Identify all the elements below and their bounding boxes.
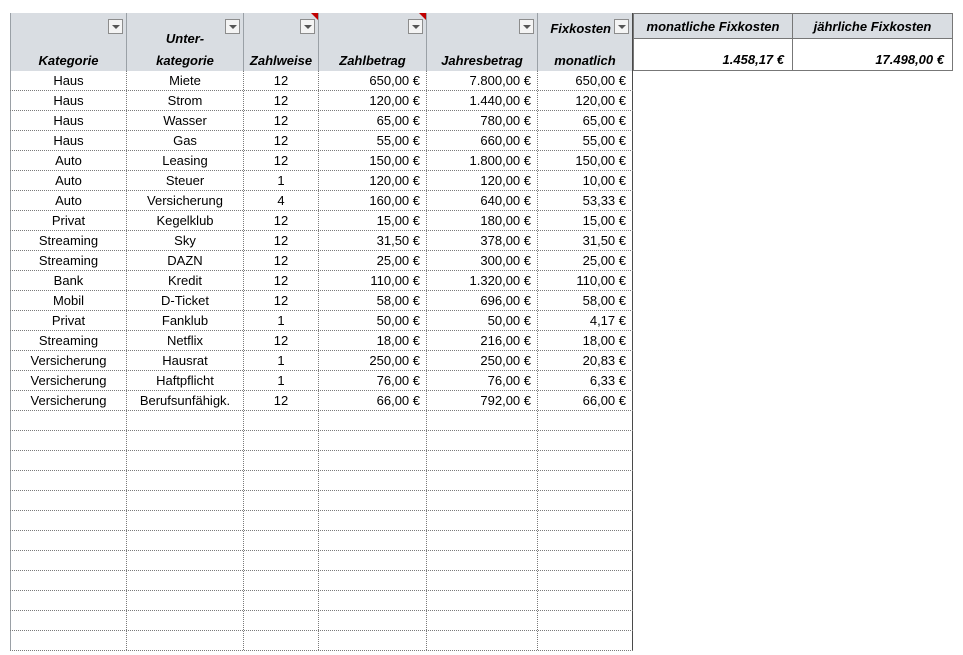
cell-kategorie[interactable]: Versicherung xyxy=(10,371,127,390)
cell-fixkosten-monatlich[interactable] xyxy=(538,431,633,450)
cell-kategorie[interactable]: Haus xyxy=(10,91,127,110)
chevron-down-icon[interactable] xyxy=(408,19,423,34)
cell-unterkategorie[interactable] xyxy=(127,571,244,590)
cell-fixkosten-monatlich[interactable] xyxy=(538,551,633,570)
chevron-down-icon[interactable] xyxy=(108,19,123,34)
cell-unterkategorie[interactable] xyxy=(127,531,244,550)
cell-zahlweise[interactable]: 12 xyxy=(244,271,319,290)
cell-kategorie[interactable] xyxy=(10,431,127,450)
cell-zahlweise[interactable] xyxy=(244,631,319,650)
table-row xyxy=(10,171,633,191)
cell-zahlbetrag[interactable] xyxy=(319,411,427,430)
cell-zahlbetrag[interactable]: 160,00 € xyxy=(319,191,427,210)
cell-fixkosten-monatlich[interactable]: 110,00 € xyxy=(538,271,633,290)
cell-unterkategorie[interactable]: Berufsunfähigk. xyxy=(127,391,244,410)
table-row xyxy=(10,571,633,591)
cell-fixkosten-monatlich[interactable]: 20,83 € xyxy=(538,351,633,370)
cell-jahresbetrag[interactable] xyxy=(427,631,538,650)
cell-kategorie[interactable]: Privat xyxy=(10,311,127,330)
table-row xyxy=(10,471,633,491)
cell-zahlbetrag[interactable] xyxy=(319,431,427,450)
cell-zahlbetrag[interactable]: 76,00 € xyxy=(319,371,427,390)
summary-yearly-header[interactable]: jährliche Fixkosten xyxy=(792,13,953,39)
cell-fixkosten-monatlich[interactable] xyxy=(538,471,633,490)
table-row xyxy=(10,211,633,231)
table-row xyxy=(10,631,633,651)
header-zahlweise[interactable] xyxy=(244,13,319,71)
cell-unterkategorie[interactable]: Kegelklub xyxy=(127,211,244,230)
header-fixkosten-line1: Fixkosten xyxy=(550,21,611,36)
table-row xyxy=(10,431,633,451)
header-zahlweise-label: Zahlweise xyxy=(249,53,313,68)
table-row xyxy=(10,191,633,211)
cell-zahlweise[interactable] xyxy=(244,571,319,590)
header-kategorie[interactable] xyxy=(10,13,127,71)
cell-jahresbetrag[interactable] xyxy=(427,431,538,450)
cell-fixkosten-monatlich[interactable]: 6,33 € xyxy=(538,371,633,390)
cell-jahresbetrag[interactable]: 1.440,00 € xyxy=(427,91,538,110)
cell-jahresbetrag[interactable]: 120,00 € xyxy=(427,171,538,190)
table-row xyxy=(10,351,633,371)
cell-fixkosten-monatlich[interactable]: 55,00 € xyxy=(538,131,633,150)
cell-fixkosten-monatlich[interactable]: 120,00 € xyxy=(538,91,633,110)
cell-kategorie[interactable] xyxy=(10,611,127,630)
cell-kategorie[interactable] xyxy=(10,531,127,550)
cell-jahresbetrag[interactable] xyxy=(427,611,538,630)
cell-unterkategorie[interactable] xyxy=(127,591,244,610)
cell-zahlweise[interactable] xyxy=(244,451,319,470)
cell-fixkosten-monatlich[interactable] xyxy=(538,571,633,590)
cell-jahresbetrag[interactable]: 378,00 € xyxy=(427,231,538,250)
table-row xyxy=(10,611,633,631)
cell-unterkategorie[interactable]: Haftpflicht xyxy=(127,371,244,390)
chevron-down-icon[interactable] xyxy=(300,19,315,34)
cell-zahlweise[interactable]: 12 xyxy=(244,71,319,90)
cell-zahlbetrag[interactable] xyxy=(319,611,427,630)
cell-zahlbetrag[interactable] xyxy=(319,591,427,610)
cell-jahresbetrag[interactable]: 300,00 € xyxy=(427,251,538,270)
table-row xyxy=(10,151,633,171)
header-zahlbetrag-label: Zahlbetrag xyxy=(339,53,406,68)
cell-jahresbetrag[interactable] xyxy=(427,531,538,550)
cell-zahlweise[interactable] xyxy=(244,611,319,630)
cell-kategorie[interactable] xyxy=(10,631,127,650)
cell-fixkosten-monatlich[interactable]: 25,00 € xyxy=(538,251,633,270)
cell-zahlweise[interactable] xyxy=(244,491,319,510)
cell-kategorie[interactable] xyxy=(10,551,127,570)
summary-yearly-value[interactable]: 17.498,00 € xyxy=(792,39,953,71)
cell-jahresbetrag[interactable]: 640,00 € xyxy=(427,191,538,210)
table-row xyxy=(10,391,633,411)
cell-fixkosten-monatlich[interactable]: 53,33 € xyxy=(538,191,633,210)
cell-zahlbetrag[interactable]: 25,00 € xyxy=(319,251,427,270)
cell-kategorie[interactable] xyxy=(10,451,127,470)
cell-zahlweise[interactable] xyxy=(244,431,319,450)
cell-kategorie[interactable]: Haus xyxy=(10,111,127,130)
cell-unterkategorie[interactable]: Versicherung xyxy=(127,191,244,210)
cell-unterkategorie[interactable]: Fanklub xyxy=(127,311,244,330)
cell-zahlweise[interactable] xyxy=(244,471,319,490)
data-table xyxy=(10,71,633,651)
cell-zahlweise[interactable] xyxy=(244,551,319,570)
cell-unterkategorie[interactable]: Gas xyxy=(127,131,244,150)
cell-kategorie[interactable]: Versicherung xyxy=(10,351,127,370)
cell-jahresbetrag[interactable]: 180,00 € xyxy=(427,211,538,230)
cell-kategorie[interactable]: Haus xyxy=(10,131,127,150)
cell-zahlweise[interactable]: 12 xyxy=(244,131,319,150)
cell-zahlbetrag[interactable]: 150,00 € xyxy=(319,151,427,170)
cell-unterkategorie[interactable] xyxy=(127,491,244,510)
header-kategorie-label: Kategorie xyxy=(38,53,99,68)
cell-jahresbetrag[interactable]: 696,00 € xyxy=(427,291,538,310)
cell-jahresbetrag[interactable] xyxy=(427,511,538,530)
cell-zahlweise[interactable]: 12 xyxy=(244,331,319,350)
cell-fixkosten-monatlich[interactable] xyxy=(538,511,633,530)
cell-unterkategorie[interactable]: Leasing xyxy=(127,151,244,170)
cell-fixkosten-monatlich[interactable]: 15,00 € xyxy=(538,211,633,230)
cell-kategorie[interactable]: Privat xyxy=(10,211,127,230)
cell-zahlweise[interactable]: 12 xyxy=(244,251,319,270)
cell-kategorie[interactable]: Mobil xyxy=(10,291,127,310)
cell-zahlbetrag[interactable] xyxy=(319,551,427,570)
cell-kategorie[interactable]: Versicherung xyxy=(10,391,127,410)
cell-fixkosten-monatlich[interactable]: 4,17 € xyxy=(538,311,633,330)
summary-monthly-header[interactable]: monatliche Fixkosten xyxy=(633,13,793,39)
cell-unterkategorie[interactable]: Hausrat xyxy=(127,351,244,370)
cell-zahlweise[interactable]: 12 xyxy=(244,391,319,410)
cell-jahresbetrag[interactable]: 250,00 € xyxy=(427,351,538,370)
cell-kategorie[interactable]: Haus xyxy=(10,71,127,90)
cell-jahresbetrag[interactable] xyxy=(427,451,538,470)
table-row xyxy=(10,231,633,251)
cell-unterkategorie[interactable]: Steuer xyxy=(127,171,244,190)
cell-fixkosten-monatlich[interactable]: 150,00 € xyxy=(538,151,633,170)
cell-unterkategorie[interactable]: DAZN xyxy=(127,251,244,270)
cell-unterkategorie[interactable] xyxy=(127,611,244,630)
cell-zahlbetrag[interactable]: 120,00 € xyxy=(319,171,427,190)
cell-zahlbetrag[interactable]: 55,00 € xyxy=(319,131,427,150)
cell-unterkategorie[interactable] xyxy=(127,431,244,450)
cell-kategorie[interactable]: Streaming xyxy=(10,331,127,350)
cell-zahlbetrag[interactable]: 250,00 € xyxy=(319,351,427,370)
cell-fixkosten-monatlich[interactable]: 650,00 € xyxy=(538,71,633,90)
cell-zahlweise[interactable]: 1 xyxy=(244,171,319,190)
cell-fixkosten-monatlich[interactable]: 31,50 € xyxy=(538,231,633,250)
cell-zahlweise[interactable]: 1 xyxy=(244,371,319,390)
table-row xyxy=(10,271,633,291)
cell-unterkategorie[interactable]: Sky xyxy=(127,231,244,250)
table-row xyxy=(10,451,633,471)
header-unterkategorie-line2: kategorie xyxy=(156,53,214,68)
cell-fixkosten-monatlich[interactable]: 10,00 € xyxy=(538,171,633,190)
cell-fixkosten-monatlich[interactable]: 65,00 € xyxy=(538,111,633,130)
cell-kategorie[interactable]: Streaming xyxy=(10,231,127,250)
header-unterkategorie-line1: Unter- xyxy=(165,31,205,46)
cell-zahlweise[interactable]: 12 xyxy=(244,211,319,230)
cell-jahresbetrag[interactable]: 50,00 € xyxy=(427,311,538,330)
cell-unterkategorie[interactable]: D-Ticket xyxy=(127,291,244,310)
cell-fixkosten-monatlich[interactable]: 58,00 € xyxy=(538,291,633,310)
table-row xyxy=(10,551,633,571)
comment-indicator-icon xyxy=(311,13,318,20)
table-row xyxy=(10,131,633,151)
cell-zahlweise[interactable]: 4 xyxy=(244,191,319,210)
cell-jahresbetrag[interactable]: 7.800,00 € xyxy=(427,71,538,90)
cell-fixkosten-monatlich[interactable] xyxy=(538,491,633,510)
cell-fixkosten-monatlich[interactable] xyxy=(538,451,633,470)
cell-fixkosten-monatlich[interactable]: 18,00 € xyxy=(538,331,633,350)
cell-unterkategorie[interactable] xyxy=(127,511,244,530)
table-row xyxy=(10,411,633,431)
cell-zahlweise[interactable] xyxy=(244,411,319,430)
cell-fixkosten-monatlich[interactable]: 66,00 € xyxy=(538,391,633,410)
cell-unterkategorie[interactable] xyxy=(127,451,244,470)
cell-zahlbetrag[interactable]: 120,00 € xyxy=(319,91,427,110)
cell-zahlbetrag[interactable] xyxy=(319,531,427,550)
cell-zahlbetrag[interactable]: 50,00 € xyxy=(319,311,427,330)
cell-zahlweise[interactable]: 12 xyxy=(244,111,319,130)
cell-zahlbetrag[interactable]: 66,00 € xyxy=(319,391,427,410)
table-row xyxy=(10,71,633,91)
cell-unterkategorie[interactable]: Kredit xyxy=(127,271,244,290)
cell-fixkosten-monatlich[interactable] xyxy=(538,531,633,550)
comment-indicator-icon xyxy=(419,13,426,20)
cell-kategorie[interactable]: Auto xyxy=(10,191,127,210)
cell-zahlweise[interactable] xyxy=(244,531,319,550)
cell-jahresbetrag[interactable]: 792,00 € xyxy=(427,391,538,410)
cell-zahlweise[interactable] xyxy=(244,511,319,530)
table-row xyxy=(10,111,633,131)
cell-fixkosten-monatlich[interactable] xyxy=(538,611,633,630)
cell-fixkosten-monatlich[interactable] xyxy=(538,591,633,610)
cell-unterkategorie[interactable]: Netflix xyxy=(127,331,244,350)
cell-kategorie[interactable] xyxy=(10,591,127,610)
cell-jahresbetrag[interactable] xyxy=(427,411,538,430)
cell-jahresbetrag[interactable]: 660,00 € xyxy=(427,131,538,150)
cell-zahlbetrag[interactable]: 650,00 € xyxy=(319,71,427,90)
cell-jahresbetrag[interactable] xyxy=(427,491,538,510)
cell-zahlweise[interactable]: 12 xyxy=(244,291,319,310)
cell-unterkategorie[interactable] xyxy=(127,551,244,570)
cell-jahresbetrag[interactable]: 780,00 € xyxy=(427,111,538,130)
cell-kategorie[interactable] xyxy=(10,571,127,590)
cell-zahlbetrag[interactable] xyxy=(319,491,427,510)
cell-fixkosten-monatlich[interactable] xyxy=(538,631,633,650)
cell-jahresbetrag[interactable]: 1.800,00 € xyxy=(427,151,538,170)
header-zahlbetrag[interactable] xyxy=(319,13,427,71)
cell-zahlweise[interactable]: 12 xyxy=(244,91,319,110)
chevron-down-icon[interactable] xyxy=(614,19,629,34)
header-unterkategorie[interactable] xyxy=(127,13,244,71)
cell-fixkosten-monatlich[interactable] xyxy=(538,411,633,430)
summary-monthly-value[interactable]: 1.458,17 € xyxy=(633,39,793,71)
cell-zahlbetrag[interactable] xyxy=(319,631,427,650)
cell-kategorie[interactable]: Auto xyxy=(10,171,127,190)
table-row xyxy=(10,511,633,531)
cell-kategorie[interactable] xyxy=(10,411,127,430)
cell-kategorie[interactable]: Auto xyxy=(10,151,127,170)
cell-kategorie[interactable] xyxy=(10,511,127,530)
table-row xyxy=(10,91,633,111)
cell-zahlbetrag[interactable] xyxy=(319,511,427,530)
cell-zahlbetrag[interactable] xyxy=(319,571,427,590)
cell-unterkategorie[interactable]: Strom xyxy=(127,91,244,110)
cell-jahresbetrag[interactable]: 76,00 € xyxy=(427,371,538,390)
header-fixkosten-monatlich[interactable] xyxy=(538,13,633,71)
table-row xyxy=(10,591,633,611)
cell-zahlbetrag[interactable] xyxy=(319,471,427,490)
table-row xyxy=(10,251,633,271)
table-row xyxy=(10,311,633,331)
cell-jahresbetrag[interactable] xyxy=(427,471,538,490)
cell-unterkategorie[interactable]: Wasser xyxy=(127,111,244,130)
cell-jahresbetrag[interactable] xyxy=(427,571,538,590)
cell-jahresbetrag[interactable] xyxy=(427,591,538,610)
cell-zahlbetrag[interactable]: 18,00 € xyxy=(319,331,427,350)
header-fixkosten-line2: monatlich xyxy=(554,53,616,68)
table-row xyxy=(10,491,633,511)
table-row xyxy=(10,531,633,551)
cell-zahlweise[interactable]: 1 xyxy=(244,351,319,370)
cell-unterkategorie[interactable] xyxy=(127,411,244,430)
cell-kategorie[interactable]: Streaming xyxy=(10,251,127,270)
chevron-down-icon[interactable] xyxy=(519,19,534,34)
cell-kategorie[interactable] xyxy=(10,491,127,510)
cell-zahlweise[interactable] xyxy=(244,591,319,610)
cell-kategorie[interactable] xyxy=(10,471,127,490)
table-row xyxy=(10,371,633,391)
cell-zahlweise[interactable]: 1 xyxy=(244,311,319,330)
cell-unterkategorie[interactable] xyxy=(127,471,244,490)
cell-unterkategorie[interactable]: Miete xyxy=(127,71,244,90)
cell-kategorie[interactable]: Bank xyxy=(10,271,127,290)
chevron-down-icon[interactable] xyxy=(225,19,240,34)
cell-zahlweise[interactable]: 12 xyxy=(244,151,319,170)
cell-unterkategorie[interactable] xyxy=(127,631,244,650)
table-row xyxy=(10,331,633,351)
cell-jahresbetrag[interactable] xyxy=(427,551,538,570)
cell-zahlbetrag[interactable]: 15,00 € xyxy=(319,211,427,230)
cell-zahlbetrag[interactable] xyxy=(319,451,427,470)
cell-zahlbetrag[interactable]: 110,00 € xyxy=(319,271,427,290)
cell-zahlweise[interactable]: 12 xyxy=(244,231,319,250)
header-jahresbetrag[interactable] xyxy=(427,13,538,71)
cell-jahresbetrag[interactable]: 1.320,00 € xyxy=(427,271,538,290)
cell-zahlbetrag[interactable]: 58,00 € xyxy=(319,291,427,310)
cell-jahresbetrag[interactable]: 216,00 € xyxy=(427,331,538,350)
table-row xyxy=(10,291,633,311)
cell-zahlbetrag[interactable]: 31,50 € xyxy=(319,231,427,250)
cell-zahlbetrag[interactable]: 65,00 € xyxy=(319,111,427,130)
header-jahresbetrag-label: Jahresbetrag xyxy=(441,53,523,68)
